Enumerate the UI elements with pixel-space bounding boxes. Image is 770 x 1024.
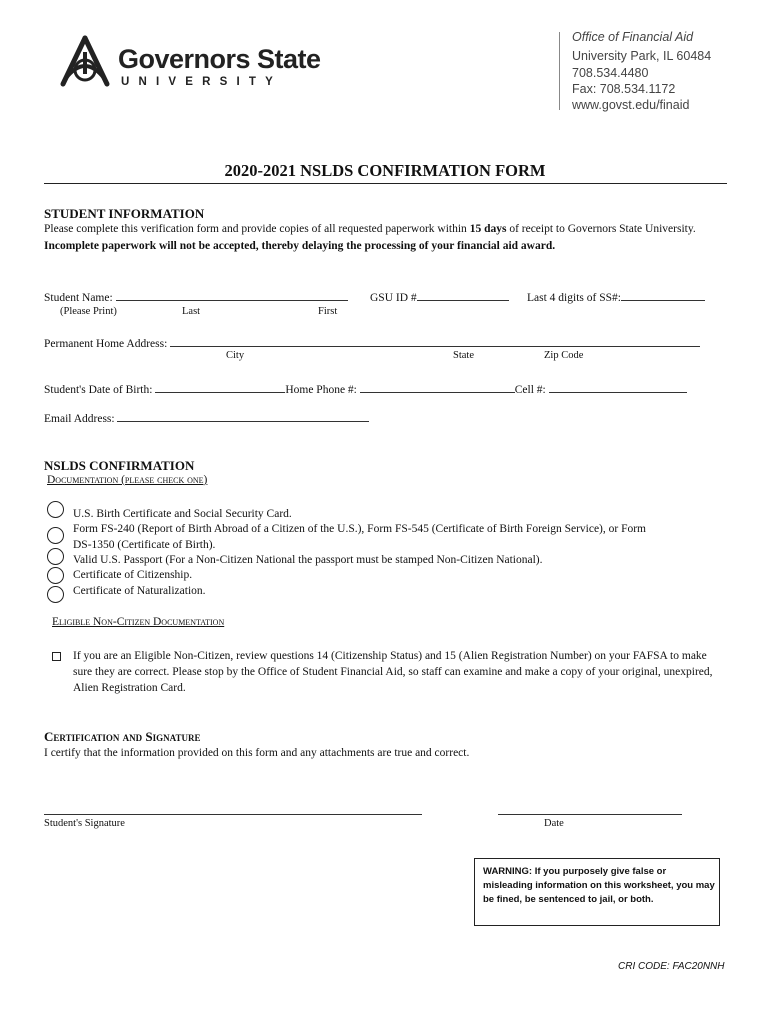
- doc-item-citizenship: Certificate of Citizenship.: [73, 569, 193, 581]
- student-info-intro: Please complete this verification form and provide copies of all requested paperwork within 15 days of receipt to Governors State University. Incomplete paperwork will not be accepted, thereby delaying the processing of your financial aid award.: [44, 223, 696, 252]
- address-row: [44, 335, 700, 350]
- email-row: [44, 410, 369, 425]
- office-phone: 708.534.4480: [572, 66, 649, 80]
- dob-field[interactable]: [155, 381, 285, 393]
- dob-label: Student's Date of Birth:: [44, 384, 153, 396]
- doc-item-passport: Valid U.S. Passport (For a Non-Citizen National the passport must be stamped Non-Citizen National).: [73, 554, 543, 566]
- gsu-id-field[interactable]: [417, 289, 509, 301]
- eligible-noncitizen-text: If you are an Eligible Non-Citizen, review questions 14 (Citizenship Status) and 15 (Alien Registration Number) on your FAFSA to make sure they are correct. Please stop by the Office of Student Financial Aid, so staff can examine and make a copy of your original, unexpired, Alien Registration Card.: [73, 650, 713, 694]
- address-field[interactable]: [170, 335, 700, 347]
- email-label: Email Address:: [44, 413, 115, 425]
- home-phone-field[interactable]: [360, 381, 515, 393]
- eligible-noncitizen-checkbox[interactable]: [52, 652, 61, 661]
- student-name-row: [44, 289, 348, 304]
- student-name-field[interactable]: [116, 289, 348, 301]
- zip-caption: Zip Code: [544, 350, 584, 361]
- gsu-id-label: GSU ID #: [370, 292, 417, 304]
- please-print-note: (Please Print): [60, 306, 117, 317]
- ssn-row: [527, 289, 705, 304]
- address-label: Permanent Home Address:: [44, 338, 168, 350]
- ssn-field[interactable]: [621, 289, 705, 301]
- radio-naturalization-certificate[interactable]: [47, 586, 64, 603]
- university-logo-icon: [58, 34, 112, 90]
- doc-item-birth-certificate: U.S. Birth Certificate and Social Security Card.: [73, 508, 292, 520]
- ssn-label: Last 4 digits of SS#:: [527, 292, 621, 304]
- doc-item-naturalization: Certificate of Naturalization.: [73, 585, 206, 597]
- student-info-heading: STUDENT INFORMATION: [44, 206, 205, 221]
- last-name-caption: Last: [182, 306, 201, 317]
- date-line[interactable]: [498, 814, 682, 815]
- documentation-heading: Documentation (please check one): [47, 474, 208, 486]
- email-field[interactable]: [117, 410, 369, 422]
- office-website: www.govst.edu/finaid: [572, 98, 690, 112]
- warning-text: WARNING: If you purposely give false or misleading information on this worksheet, you may be fined, be sentenced to jail, or both.: [483, 866, 715, 905]
- nslds-heading: NSLDS CONFIRMATION: [44, 458, 195, 473]
- first-name-caption: First: [318, 306, 338, 317]
- warning-box: [474, 858, 720, 926]
- title-divider: [44, 183, 727, 184]
- state-caption: State: [453, 350, 474, 361]
- logo-subtitle: UNIVERSITY: [121, 76, 283, 88]
- doc-item-fs240: Form FS-240 (Report of Birth Abroad of a Citizen of the U.S.), Form FS-545 (Certificate of Birth Foreign Service), or Form: [73, 523, 647, 535]
- city-caption: City: [226, 350, 245, 361]
- radio-birth-certificate[interactable]: [47, 501, 64, 518]
- certification-text: I certify that the information provided on this form and any attachments are true and correct.: [44, 747, 470, 759]
- home-phone-label: Home Phone #:: [285, 384, 357, 396]
- signature-caption: Student's Signature: [44, 818, 125, 829]
- gsu-id-row: [370, 289, 509, 304]
- radio-passport[interactable]: [47, 548, 64, 565]
- form-title: 2020-2021 NSLDS CONFIRMATION FORM: [224, 161, 546, 180]
- cell-label: Cell #:: [514, 384, 546, 396]
- radio-citizenship-certificate[interactable]: [47, 567, 64, 584]
- radio-fs240[interactable]: [47, 527, 64, 544]
- date-caption: Date: [544, 818, 564, 829]
- office-address: University Park, IL 60484: [572, 49, 712, 63]
- office-fax: Fax: 708.534.1172: [572, 82, 676, 96]
- eligible-noncitizen-heading: Eligible Non-Citizen Documentation: [52, 616, 225, 628]
- header-divider: [559, 32, 560, 110]
- student-name-label: Student Name:: [44, 292, 113, 304]
- dob-phone-row: [44, 381, 687, 396]
- cell-field[interactable]: [549, 381, 687, 393]
- cri-code: CRI CODE: FAC20NNH: [618, 961, 725, 972]
- signature-line[interactable]: [44, 814, 422, 815]
- certification-heading: Certification and Signature: [44, 729, 201, 744]
- doc-item-ds1350: DS-1350 (Certificate of Birth).: [73, 539, 216, 551]
- office-title: Office of Financial Aid: [572, 30, 694, 44]
- logo-name: Governors State: [118, 44, 321, 74]
